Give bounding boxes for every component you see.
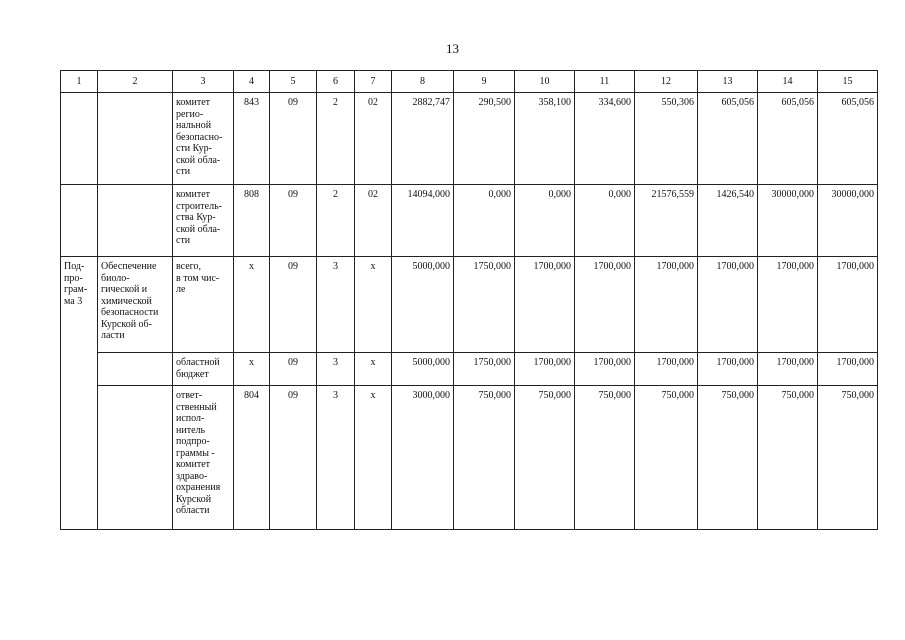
cell-value: 1700,000 bbox=[698, 257, 758, 353]
table-row bbox=[61, 386, 878, 530]
cell-value: 1700,000 bbox=[575, 257, 635, 353]
table-row bbox=[61, 93, 878, 185]
cell-executor: областной бюджет bbox=[173, 353, 234, 386]
column-header: 7 bbox=[355, 71, 392, 93]
cell-value: 2882,747 bbox=[392, 93, 454, 185]
cell-code: х bbox=[355, 257, 392, 353]
cell-value: 1426,540 bbox=[698, 185, 758, 257]
cell-value: 605,056 bbox=[818, 93, 878, 185]
cell-value: 1700,000 bbox=[575, 353, 635, 386]
cell-subprogram bbox=[61, 185, 98, 257]
page-number: 13 bbox=[446, 41, 459, 56]
table-row bbox=[61, 353, 878, 386]
cell-value: 750,000 bbox=[818, 386, 878, 530]
cell-value: 550,306 bbox=[635, 93, 698, 185]
cell-name: Обеспечение биоло- гической и химической безопасности Курской об- ласти bbox=[98, 257, 173, 353]
column-header: 9 bbox=[454, 71, 515, 93]
cell-executor: комитет регио- нальной безопасно- сти Кур- ской обла- сти bbox=[173, 93, 234, 185]
cell-name bbox=[98, 185, 173, 257]
cell-pr: 3 bbox=[317, 257, 355, 353]
column-header: 14 bbox=[758, 71, 818, 93]
cell-grbs: х bbox=[234, 257, 270, 353]
cell-value: 334,600 bbox=[575, 93, 635, 185]
cell-code: 02 bbox=[355, 185, 392, 257]
cell-grbs: 808 bbox=[234, 185, 270, 257]
cell-rz: 09 bbox=[270, 386, 317, 530]
cell-value: 30000,000 bbox=[818, 185, 878, 257]
cell-value: 1700,000 bbox=[635, 353, 698, 386]
cell-value: 0,000 bbox=[454, 185, 515, 257]
column-header: 13 bbox=[698, 71, 758, 93]
column-header: 1 bbox=[61, 71, 98, 93]
cell-subprogram bbox=[61, 93, 98, 185]
cell-value: 750,000 bbox=[515, 386, 575, 530]
cell-pr: 3 bbox=[317, 386, 355, 530]
cell-code: х bbox=[355, 353, 392, 386]
cell-value: 5000,000 bbox=[392, 353, 454, 386]
cell-value: 1700,000 bbox=[635, 257, 698, 353]
column-header: 2 bbox=[98, 71, 173, 93]
column-header: 3 bbox=[173, 71, 234, 93]
cell-value: 290,500 bbox=[454, 93, 515, 185]
column-header: 5 bbox=[270, 71, 317, 93]
column-header: 10 bbox=[515, 71, 575, 93]
cell-executor: комитет строитель- ства Кур- ской обла- сти bbox=[173, 185, 234, 257]
cell-value: 750,000 bbox=[454, 386, 515, 530]
cell-value: 1700,000 bbox=[758, 353, 818, 386]
cell-grbs: х bbox=[234, 353, 270, 386]
cell-name bbox=[98, 386, 173, 530]
cell-value: 605,056 bbox=[758, 93, 818, 185]
cell-grbs: 843 bbox=[234, 93, 270, 185]
cell-value: 3000,000 bbox=[392, 386, 454, 530]
cell-value: 750,000 bbox=[575, 386, 635, 530]
cell-value: 0,000 bbox=[515, 185, 575, 257]
cell-rz: 09 bbox=[270, 353, 317, 386]
cell-rz: 09 bbox=[270, 185, 317, 257]
budget-table bbox=[60, 70, 878, 530]
cell-value: 1700,000 bbox=[515, 353, 575, 386]
cell-value: 1700,000 bbox=[818, 257, 878, 353]
cell-value: 750,000 bbox=[758, 386, 818, 530]
cell-value: 1750,000 bbox=[454, 353, 515, 386]
cell-pr: 2 bbox=[317, 185, 355, 257]
cell-value: 1700,000 bbox=[818, 353, 878, 386]
cell-value: 605,056 bbox=[698, 93, 758, 185]
column-header: 6 bbox=[317, 71, 355, 93]
cell-rz: 09 bbox=[270, 257, 317, 353]
cell-executor: ответ- ственный испол- нитель подпро- граммы - комитет здраво- охранения Курской области bbox=[173, 386, 234, 530]
column-header: 12 bbox=[635, 71, 698, 93]
cell-code: 02 bbox=[355, 93, 392, 185]
table-row bbox=[61, 185, 878, 257]
column-header: 15 bbox=[818, 71, 878, 93]
cell-value: 750,000 bbox=[698, 386, 758, 530]
cell-value: 0,000 bbox=[575, 185, 635, 257]
column-header: 11 bbox=[575, 71, 635, 93]
cell-value: 21576,559 bbox=[635, 185, 698, 257]
cell-value: 750,000 bbox=[635, 386, 698, 530]
cell-name bbox=[98, 93, 173, 185]
cell-rz: 09 bbox=[270, 93, 317, 185]
cell-value: 1700,000 bbox=[515, 257, 575, 353]
column-header: 4 bbox=[234, 71, 270, 93]
table-row bbox=[61, 257, 878, 353]
cell-pr: 3 bbox=[317, 353, 355, 386]
cell-value: 30000,000 bbox=[758, 185, 818, 257]
cell-code: х bbox=[355, 386, 392, 530]
cell-value: 1750,000 bbox=[454, 257, 515, 353]
cell-value: 1700,000 bbox=[758, 257, 818, 353]
column-header: 8 bbox=[392, 71, 454, 93]
cell-value: 14094,000 bbox=[392, 185, 454, 257]
cell-name bbox=[98, 353, 173, 386]
cell-value: 5000,000 bbox=[392, 257, 454, 353]
cell-value: 1700,000 bbox=[698, 353, 758, 386]
cell-pr: 2 bbox=[317, 93, 355, 185]
cell-grbs: 804 bbox=[234, 386, 270, 530]
cell-executor: всего, в том чис- ле bbox=[173, 257, 234, 353]
table-header-row bbox=[61, 71, 878, 93]
cell-subprogram: Под- про- грам- ма 3 bbox=[61, 257, 98, 530]
cell-value: 358,100 bbox=[515, 93, 575, 185]
